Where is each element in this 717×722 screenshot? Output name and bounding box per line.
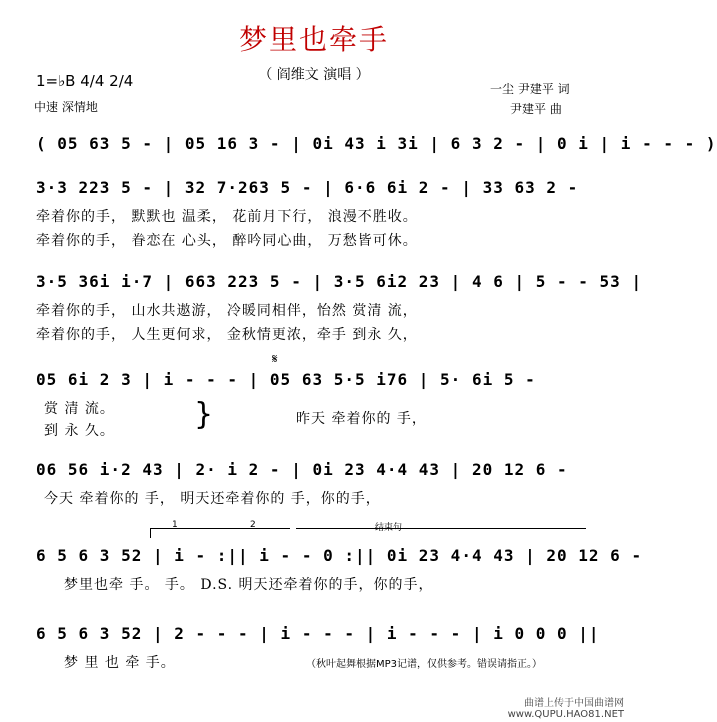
lyrics-row-4-verse-1: 赏 清 流。 — [44, 401, 115, 417]
footer-line-1: 曲谱上传于中国曲谱网 — [524, 698, 624, 709]
lyrics-row-3-verse-2: 牵着你的手， 人生更何求， 金秋情更浓，牵手 到永 久， — [36, 327, 418, 343]
lyrics-row-3-verse-1: 牵着你的手， 山水共遨游， 冷暖同相伴，怡然 赏清 流， — [36, 303, 418, 319]
notation-row-5: 06 56 i·2 43 | 2· i 2 - | 0i 23 4·4 43 | 20 12 6 - — [36, 460, 568, 479]
lyrics-row-2-verse-1: 牵着你的手， 默默也 温柔， 花前月下行， 浪漫不胜收。 — [36, 209, 418, 225]
lyrics-row-4-right: 昨天 牵着你的 手， — [296, 411, 427, 427]
volta-1: 1 — [172, 520, 178, 530]
singer-credit: （ 阎维文 演唱 ） — [258, 67, 370, 83]
song-title: 梦里也牵手 — [238, 23, 389, 56]
segno-sign: 𝄋 — [272, 352, 278, 367]
ending-label: 结束句 — [375, 523, 403, 533]
notation-row-7: 6 5 6 3 52 | 2 - - - | i - - - | i - - - | i 0 0 0 || — [36, 624, 600, 643]
lyrics-row-2-verse-2: 牵着你的手， 眷恋在 心头， 醉吟同心曲， 万愁皆可休。 — [36, 233, 418, 249]
composer-credit: 尹建平 曲 — [510, 102, 562, 116]
brace: } — [194, 397, 214, 432]
lyrics-row-4-verse-2: 到 永 久。 — [44, 423, 115, 439]
key-signature: 1=♭B 4/4 2/4 — [36, 72, 134, 90]
lyrics-row-5: 今天 牵着你的 手， 明天还牵着你的 手，你的手， — [44, 491, 381, 507]
footer-watermark — [508, 698, 624, 720]
footer-line-2: www.QUPU.HAO81.NET — [507, 709, 624, 720]
tempo-marking: 中速 深情地 — [34, 100, 98, 114]
notation-row-6: 6 5 6 3 52 | i - :|| i - - 0 :|| 0i 23 4·4 43 | 20 12 6 - — [36, 546, 643, 565]
notation-row-1: ( 05 63 5 - | 05 16 3 - | 0i 43 i 3i | 6 3 2 - | 0 i | i - - - ) — [36, 134, 717, 153]
lyrics-row-6: 梦里也牵 手。 手。 D.S. 明天还牵着你的手，你的手， — [64, 577, 434, 593]
notation-row-2: 3·3 223 5 - | 32 7·263 5 - | 6·6 6i 2 - | 33 63 2 - — [36, 178, 579, 197]
notation-row-3: 3·5 36i i·7 | 663 223 5 - | 3·5 6i2 23 | 4 6 | 5 - - 53 | — [36, 272, 643, 291]
notation-row-4: 05 6i 2 3 | i - - - | 05 63 5·5 i76 | 5· 6i 5 - — [36, 370, 536, 389]
transcription-note: （秋叶起舞根据MP3记谱，仅供参考。错误请指正。） — [306, 659, 543, 670]
lyrics-row-7: 梦 里 也 牵 手。 — [64, 655, 176, 671]
lyricist-credit: 一尘 尹建平 词 — [490, 82, 570, 96]
volta-2: 2 — [250, 520, 256, 530]
